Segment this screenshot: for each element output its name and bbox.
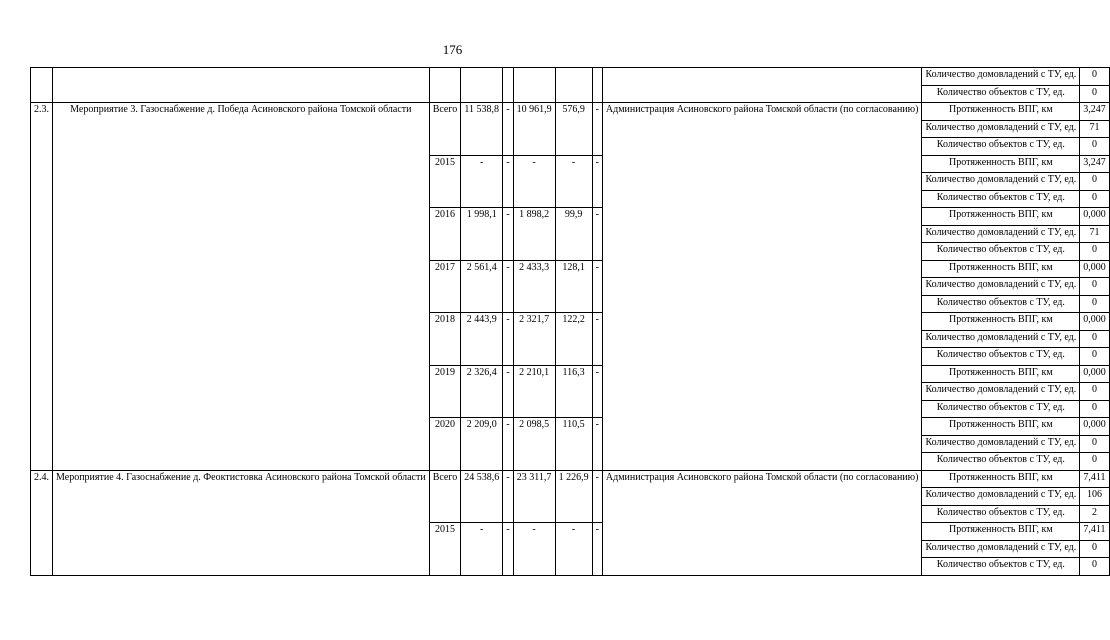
total-cell: 2 561,4 <box>461 260 503 313</box>
empty-cell <box>503 68 513 103</box>
indicator-value: 0 <box>1080 383 1110 401</box>
regional-cell: 23 311,7 <box>513 470 555 523</box>
table-row <box>31 103 1110 121</box>
indicator-value: 0,000 <box>1080 313 1110 331</box>
indicator-name: Количество домовладений с ТУ, ед. <box>922 488 1080 506</box>
indicator-name: Количество объектов с ТУ, ед. <box>922 138 1080 156</box>
indicator-name: Протяженность ВПГ, км <box>922 155 1080 173</box>
total-cell: 2 209,0 <box>461 418 503 471</box>
indicator-value: 0 <box>1080 348 1110 366</box>
empty-cell <box>592 68 602 103</box>
other-cell: - <box>592 365 602 418</box>
indicator-value: 3,247 <box>1080 155 1110 173</box>
indicator-value: 0 <box>1080 138 1110 156</box>
indicator-value: 0 <box>1080 68 1110 86</box>
indicator-value: 71 <box>1080 120 1110 138</box>
executor-cell: Администрация Асиновского района Томской области (по согласованию) <box>602 103 922 471</box>
year-cell: 2016 <box>429 208 461 261</box>
federal-cell: - <box>503 260 513 313</box>
indicator-value: 0 <box>1080 558 1110 576</box>
empty-cell <box>513 68 555 103</box>
indicator-value: 0 <box>1080 435 1110 453</box>
other-cell: - <box>592 155 602 208</box>
indicator-value: 0 <box>1080 400 1110 418</box>
indicator-name: Количество объектов с ТУ, ед. <box>922 190 1080 208</box>
indicator-name: Количество домовладений с ТУ, ед. <box>922 383 1080 401</box>
federal-cell: - <box>503 208 513 261</box>
empty-cell <box>555 68 592 103</box>
indicator-value: 71 <box>1080 225 1110 243</box>
total-cell: 2 443,9 <box>461 313 503 366</box>
indicator-name: Количество домовладений с ТУ, ед. <box>922 68 1080 86</box>
table-row <box>31 68 1110 86</box>
program-table <box>30 67 1110 576</box>
regional-cell: 2 098,5 <box>513 418 555 471</box>
empty-cell <box>31 68 53 103</box>
other-cell: - <box>592 418 602 471</box>
indicator-name: Протяженность ВПГ, км <box>922 313 1080 331</box>
empty-cell <box>602 68 922 103</box>
indicator-name: Протяженность ВПГ, км <box>922 208 1080 226</box>
local-cell: 122,2 <box>555 313 592 366</box>
indicator-name: Протяженность ВПГ, км <box>922 523 1080 541</box>
measure-number: 2.3. <box>31 103 53 471</box>
total-cell: 24 538,6 <box>461 470 503 523</box>
indicator-value: 0,000 <box>1080 418 1110 436</box>
indicator-name: Протяженность ВПГ, км <box>922 103 1080 121</box>
indicator-value: 0 <box>1080 330 1110 348</box>
indicator-name: Количество объектов с ТУ, ед. <box>922 85 1080 103</box>
year-cell: Всего <box>429 470 461 523</box>
executor-cell: Администрация Асиновского района Томской области (по согласованию) <box>602 470 922 575</box>
other-cell: - <box>592 523 602 576</box>
indicator-value: 0,000 <box>1080 208 1110 226</box>
indicator-name: Количество домовладений с ТУ, ед. <box>922 435 1080 453</box>
indicator-value: 106 <box>1080 488 1110 506</box>
other-cell: - <box>592 313 602 366</box>
indicator-name: Количество домовладений с ТУ, ед. <box>922 120 1080 138</box>
indicator-value: 3,247 <box>1080 103 1110 121</box>
year-cell: Всего <box>429 103 461 156</box>
indicator-name: Количество объектов с ТУ, ед. <box>922 453 1080 471</box>
indicator-value: 2 <box>1080 505 1110 523</box>
local-cell: - <box>555 523 592 576</box>
indicator-name: Протяженность ВПГ, км <box>922 260 1080 278</box>
year-cell: 2017 <box>429 260 461 313</box>
indicator-name: Протяженность ВПГ, км <box>922 365 1080 383</box>
total-cell: - <box>461 523 503 576</box>
regional-cell: 2 210,1 <box>513 365 555 418</box>
regional-cell: - <box>513 523 555 576</box>
indicator-value: 0 <box>1080 243 1110 261</box>
indicator-value: 0 <box>1080 295 1110 313</box>
federal-cell: - <box>503 155 513 208</box>
measure-number: 2.4. <box>31 470 53 575</box>
measure-name: Мероприятие 3. Газоснабжение д. Победа Асиновского района Томской области <box>53 103 430 471</box>
indicator-value: 0 <box>1080 453 1110 471</box>
empty-cell <box>461 68 503 103</box>
indicator-value: 0 <box>1080 190 1110 208</box>
local-cell: - <box>555 155 592 208</box>
year-cell: 2015 <box>429 523 461 576</box>
indicator-name: Количество домовладений с ТУ, ед. <box>922 540 1080 558</box>
indicator-name: Количество домовладений с ТУ, ед. <box>922 225 1080 243</box>
local-cell: 110,5 <box>555 418 592 471</box>
other-cell: - <box>592 208 602 261</box>
indicator-value: 0 <box>1080 173 1110 191</box>
regional-cell: 10 961,9 <box>513 103 555 156</box>
local-cell: 99,9 <box>555 208 592 261</box>
indicator-value: 0,000 <box>1080 365 1110 383</box>
local-cell: 1 226,9 <box>555 470 592 523</box>
indicator-value: 0 <box>1080 540 1110 558</box>
other-cell: - <box>592 470 602 523</box>
federal-cell: - <box>503 523 513 576</box>
indicator-value: 0 <box>1080 85 1110 103</box>
indicator-value: 7,411 <box>1080 523 1110 541</box>
year-cell: 2019 <box>429 365 461 418</box>
federal-cell: - <box>503 418 513 471</box>
local-cell: 576,9 <box>555 103 592 156</box>
indicator-value: 7,411 <box>1080 470 1110 488</box>
indicator-name: Количество домовладений с ТУ, ед. <box>922 330 1080 348</box>
regional-cell: 2 433,3 <box>513 260 555 313</box>
indicator-name: Количество объектов с ТУ, ед. <box>922 295 1080 313</box>
empty-cell <box>429 68 461 103</box>
indicator-name: Количество домовладений с ТУ, ед. <box>922 278 1080 296</box>
indicator-name: Количество объектов с ТУ, ед. <box>922 400 1080 418</box>
indicator-name: Количество объектов с ТУ, ед. <box>922 505 1080 523</box>
empty-cell <box>53 68 430 103</box>
regional-cell: - <box>513 155 555 208</box>
indicator-value: 0,000 <box>1080 260 1110 278</box>
indicator-name: Количество домовладений с ТУ, ед. <box>922 173 1080 191</box>
total-cell: - <box>461 155 503 208</box>
federal-cell: - <box>503 103 513 156</box>
regional-cell: 2 321,7 <box>513 313 555 366</box>
local-cell: 116,3 <box>555 365 592 418</box>
total-cell: 1 998,1 <box>461 208 503 261</box>
year-cell: 2018 <box>429 313 461 366</box>
indicator-name: Количество объектов с ТУ, ед. <box>922 558 1080 576</box>
total-cell: 2 326,4 <box>461 365 503 418</box>
indicator-name: Количество объектов с ТУ, ед. <box>922 243 1080 261</box>
regional-cell: 1 898,2 <box>513 208 555 261</box>
federal-cell: - <box>503 365 513 418</box>
indicator-value: 0 <box>1080 278 1110 296</box>
other-cell: - <box>592 260 602 313</box>
federal-cell: - <box>503 470 513 523</box>
year-cell: 2020 <box>429 418 461 471</box>
measure-name: Мероприятие 4. Газоснабжение д. Феоктистовка Асиновского района Томской области <box>53 470 430 575</box>
indicator-name: Протяженность ВПГ, км <box>922 418 1080 436</box>
federal-cell: - <box>503 313 513 366</box>
indicator-name: Протяженность ВПГ, км <box>922 470 1080 488</box>
total-cell: 11 538,8 <box>461 103 503 156</box>
other-cell: - <box>592 103 602 156</box>
local-cell: 128,1 <box>555 260 592 313</box>
table-row <box>31 470 1110 488</box>
indicator-name: Количество объектов с ТУ, ед. <box>922 348 1080 366</box>
year-cell: 2015 <box>429 155 461 208</box>
page-number: 176 <box>442 42 463 57</box>
